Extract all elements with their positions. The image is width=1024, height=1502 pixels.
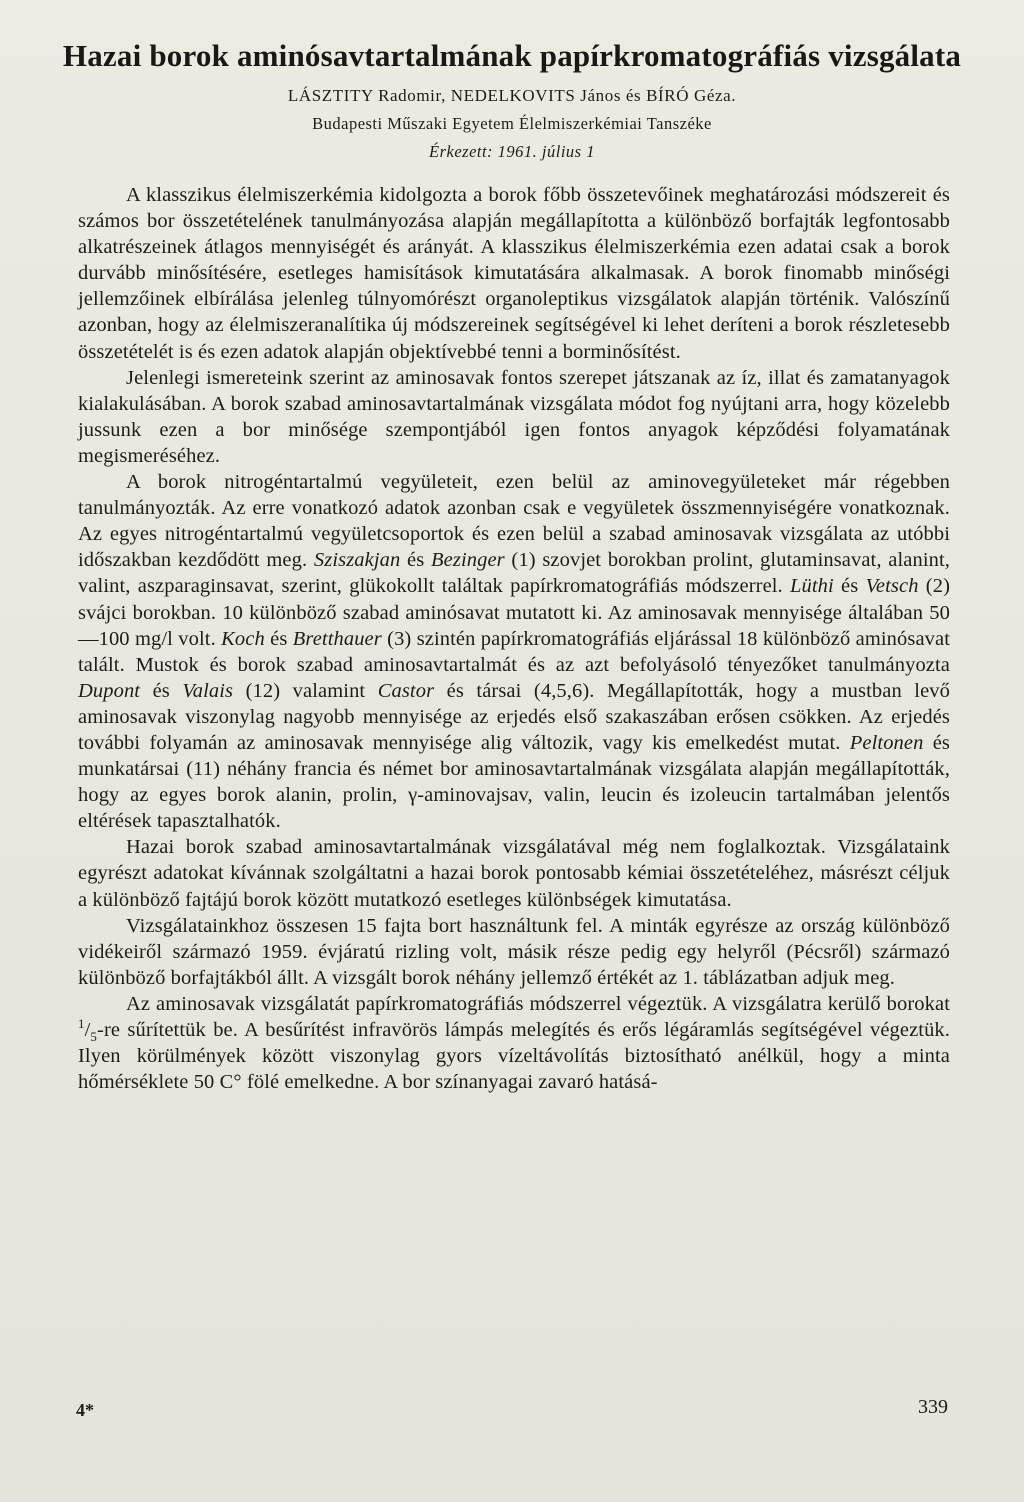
paragraph-text: (2) svájci borokban. 10 különböző szabad aminósavat mutatott ki. Az aminosavak mennyisége általában 50—100 mg/l volt. — [78, 575, 950, 650]
paragraph-text: és társai (4,5,6). Megállapították, hogy a mustban levő aminosavak viszonylag nagyobb mennyisége az erjedés első szakaszában erősen csökken. Az erjedés további folyamán az aminosavak mennyisége alig változik, vagy kis emelkedést mutat. — [78, 679, 950, 754]
cited-author-name: Sziszakjan — [313, 549, 401, 572]
paragraph-text: (12) valamint — [233, 679, 378, 702]
cited-author-name: Bezinger — [431, 549, 505, 572]
paragraph-text: / — [84, 1019, 91, 1041]
paragraph-text: 5 — [90, 1029, 98, 1045]
paragraph-text: A klasszikus élelmiszerkémia kidolgozta a borok főbb összetevőinek meghatározási módszereit és számos bor összetételének tanulmányozása alapján megállapította a különböző borfajták legfontosabb alkatrészeinek átlagos mennyiségét és arányát. A klasszikus élelmiszerkémia ezen adatai csak a borok durvább minősítésére, esetleges hamisítások kimutatására alkalmasak. A borok finomabb minőségi jellemzőinek elbírálása jelenleg túlnyomórészt organoleptikus vizsgálatok alapján történik. Valószínű azonban, hogy az élelmiszeranalítika új módszereinek segítségével ki lehet deríteni a borok részletesebb összetételét is és ezen adatok alapján objektívebbé tenni a borminősítést. — [78, 184, 950, 363]
cited-author-name: Lüthi — [790, 575, 834, 598]
cited-author-name: Castor — [377, 679, 435, 702]
cited-author-name: Vetsch — [865, 575, 919, 598]
paragraph-text: és — [400, 549, 432, 572]
paragraph-text: Jelenlegi ismereteink szerint az aminosavak fontos szerepet játszanak az íz, illat és zamatanyagok kialakulásában. A borok szabad aminosavtartalmának vizsgálata módot fog nyújtani arra, hogy közelebb jussunk ezen a bor minősége szempontjából igen fontos anyagok képződési folyamatának megismeréséhez. — [78, 366, 950, 467]
paragraph-text: és — [140, 679, 183, 702]
paragraph-text: A borok nitrogéntartalmú vegyületeit, ezen belül az aminovegyületeket már régebben tanulmányozták. Az erre vonatkozó adatok azonban csak e vegyületek összmennyiségére vonatkoznak. Az egyes nitrogéntartalmú vegyületcsoportok és ezen belül a szabad aminosavak vizsgálata az utóbbi időszakban kezdődött meg. — [78, 471, 950, 572]
cited-author-name: Koch — [221, 627, 265, 650]
paragraph-text: 1 — [78, 1016, 85, 1032]
article-body — [78, 182, 950, 1095]
paragraph-text: és — [833, 575, 866, 598]
paragraph-text: és munkatársai (11) néhány francia és német bor aminosavtartalmának vizsgálata alapján megállapították, hogy az egyes borok alanin, prolin, γ-aminovajsav, valin, leucin és izoleucin tartalmában jelentős eltérések tapasztalhatók. — [78, 731, 950, 833]
article-title: Hazai borok aminósavtartalmának papírkromatográfiás vizsgálata — [62, 38, 962, 73]
paragraph-text: -re sűrítettük be. A besűrítést infravörös lámpás melegítés és erős légáramlás segítségével végeztük. Ilyen körülmények között viszonylag gyors vízeltávolítás biztosítható anélkül, hogy a minta hőmérséklete 50 C° fölé emelkedne. A bor színanyagai zavaró hatásá- — [78, 1019, 950, 1094]
body-paragraph — [78, 913, 950, 991]
author-affiliation: Budapesti Műszaki Egyetem Élelmiszerkémiai Tanszéke — [312, 114, 712, 133]
paragraph-text: Az aminosavak vizsgálatát papírkromatográfiás módszerrel végeztük. A vizsgálatra kerülő borokat — [126, 992, 950, 1015]
page-number: 339 — [918, 1396, 948, 1418]
article-authors: LÁSZTITY Radomir, NEDELKOVITS János és BÍRÓ Géza. — [287, 86, 737, 105]
paragraph-text: és — [264, 627, 293, 650]
cited-author-name: Peltonen — [849, 731, 924, 754]
paragraph-text: Vizsgálatainkhoz összesen 15 fajta bort használtunk fel. A minták egyrésze az ország különböző vidékeiről származó 1959. évjáratú rizling volt, másik része pedig egy helyről (Pécsről) származó különböző borfajtákból állt. A vizsgált borok néhány jellemző értékét az 1. táblázatban adjuk meg. — [78, 914, 950, 989]
body-paragraph — [78, 365, 950, 469]
paragraph-text: (3) szintén papírkromatográfiás eljárással 18 különböző aminósavat talált. Mustok és borok szabad aminosavtartalmát és az azt befolyásoló tényezőket tanulmányozta — [78, 627, 950, 676]
paragraph-text: Hazai borok szabad aminosavtartalmának vizsgálatával még nem foglalkoztak. Vizsgálataink egyrészt adatokat kívánnak szolgáltatni a hazai borok pontosabb kémiai összetételéhez, másrészt céljuk a különböző fajtájú borok között mutatkozó esetleges különbségek kimutatása. — [78, 836, 950, 911]
body-paragraph — [78, 991, 950, 1095]
cited-author-name: Bretthauer — [292, 627, 382, 650]
body-paragraph — [78, 834, 950, 912]
cited-author-name: Valais — [182, 679, 234, 702]
paragraph-text: (1) szovjet borokban prolint, glutaminsavat, alanint, valint, aszparaginsavat, szerint, glükokollt találtak papírkromatográfiás módszerrel. — [78, 549, 950, 598]
cited-author-name: Dupont — [78, 679, 141, 702]
body-paragraph — [78, 182, 950, 365]
signature-mark: 4* — [76, 1400, 94, 1420]
received-date: Érkezett: 1961. július 1 — [429, 142, 595, 161]
body-paragraph — [78, 469, 950, 834]
